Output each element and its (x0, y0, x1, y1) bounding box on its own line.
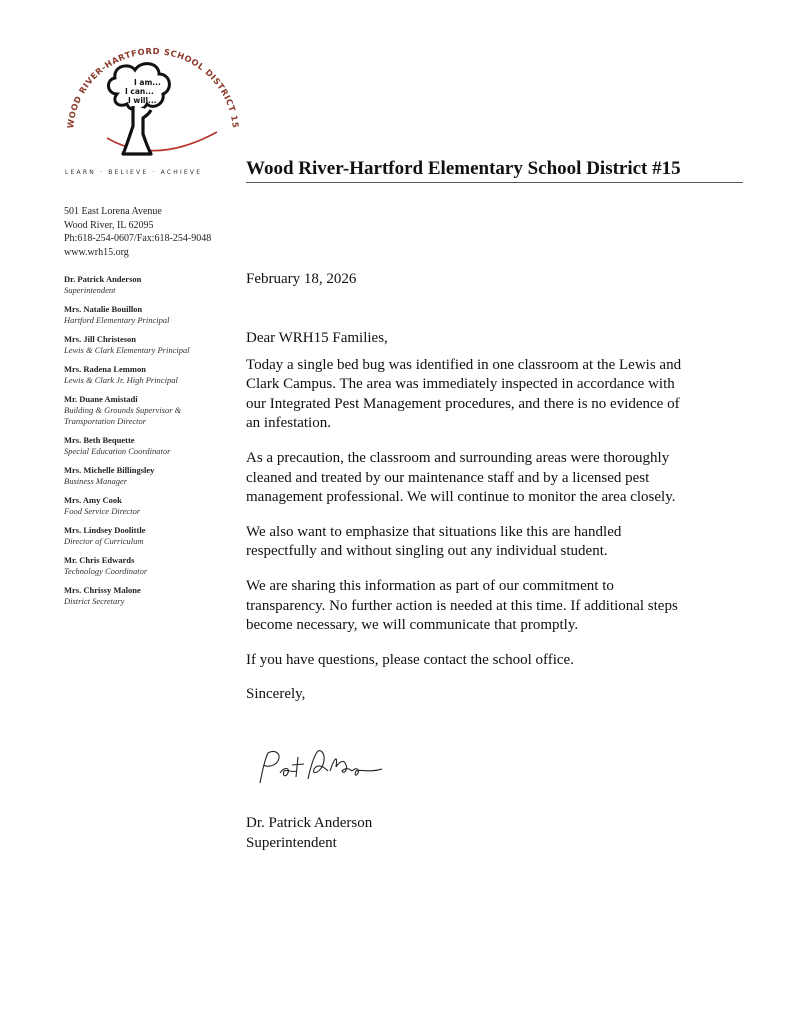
staff-name: Mrs. Radena Lemmon (64, 364, 146, 374)
staff-role: Lewis & Clark Elementary Principal (64, 345, 190, 355)
signer-name: Dr. Patrick Anderson (246, 815, 373, 831)
staff-entry (64, 585, 239, 607)
signer-title: Superintendent (246, 834, 337, 851)
staff-role: Technology Coordinator (64, 566, 148, 576)
signature-image (252, 745, 387, 790)
address-phone-fax: Ph:618-254-0607/Fax:618-254-9048 (64, 233, 212, 244)
staff-name: Mrs. Jill Christeson (64, 334, 137, 344)
logo-arc-text: WOOD RIVER-HARTFORD SCHOOL DISTRICT 15 (65, 45, 241, 129)
logo-line-1: I am... (134, 78, 161, 87)
letter-paragraph: We also want to emphasize that situations like this are handled respectfully and without singling out any individual student. (246, 523, 622, 560)
staff-name: Mrs. Beth Bequette (64, 435, 135, 445)
letter-paragraph: As a precaution, the classroom and surrounding areas were thoroughly cleaned and treated by our maintenance staff and by a licensed pest management professional. We will continue to monitor the area closely. (246, 449, 676, 506)
staff-entry (64, 435, 239, 457)
staff-entry (64, 394, 239, 427)
staff-role: Superintendent (64, 285, 116, 295)
staff-entry (64, 274, 239, 296)
logo-line-2: I can... (125, 87, 154, 96)
letter-body (246, 329, 686, 720)
address-city: Wood River, IL 62095 (64, 219, 154, 231)
district-title: Wood River-Hartford Elementary School District #15 (246, 158, 681, 179)
address-website: www.wrh15.org (64, 246, 129, 258)
staff-name: Mrs. Natalie Bouillon (64, 304, 143, 314)
address-street: 501 East Lorena Avenue (64, 206, 162, 217)
staff-role: Director of Curriculum (64, 536, 144, 546)
staff-name: Mrs. Michelle Billingsley (64, 465, 155, 475)
staff-role: Hartford Elementary Principal (64, 315, 170, 325)
staff-entry (64, 495, 239, 517)
staff-list (64, 274, 239, 615)
staff-entry (64, 334, 239, 356)
staff-role: Special Education Coordinator (64, 446, 171, 456)
header-divider (246, 182, 743, 183)
staff-entry (64, 525, 239, 547)
staff-name: Mrs. Lindsey Doolittle (64, 525, 146, 535)
letter-paragraph: We are sharing this information as part of our commitment to transparency. No further action is needed at this time. If additional steps become necessary, we will communicate that promptly. (246, 577, 678, 634)
tagline: LEARN · BELIEVE · ACHIEVE (65, 169, 203, 176)
staff-name: Mr. Chris Edwards (64, 555, 135, 565)
tree-icon (108, 64, 169, 154)
staff-role: Business Manager (64, 476, 128, 486)
staff-name: Mr. Duane Amistadi (64, 394, 138, 404)
staff-entry (64, 364, 239, 386)
letter-closing: Sincerely, (246, 686, 306, 703)
staff-role: Food Service Director (64, 506, 141, 516)
logo-line-3: I will... (128, 96, 157, 105)
letter-paragraph: Today a single bed bug was identified in one classroom at the Lewis and Clark Campus. The area was immediately inspected in accordance with our Integrated Pest Management procedures, and there is no evidence of an infestation. (246, 356, 682, 432)
letter-paragraph: If you have questions, please contact the school office. (246, 651, 574, 668)
letter-date: February 18, 2026 (246, 271, 357, 287)
staff-entry (64, 555, 239, 577)
district-logo (55, 38, 250, 163)
staff-role: Lewis & Clark Jr. High Principal (64, 375, 178, 385)
staff-name: Mrs. Chrissy Malone (64, 585, 141, 595)
letter-salutation: Dear WRH15 Families, (246, 330, 388, 346)
staff-role: Building & Grounds Supervisor & Transportation Director (64, 405, 182, 426)
staff-name: Dr. Patrick Anderson (64, 274, 142, 284)
address-block (64, 205, 211, 259)
logo-underline-swoosh (107, 132, 217, 151)
staff-entry (64, 465, 239, 487)
staff-name: Mrs. Amy Cook (64, 495, 122, 505)
staff-entry (64, 304, 239, 326)
signer-block (246, 814, 372, 853)
staff-role: District Secretary (64, 596, 125, 606)
